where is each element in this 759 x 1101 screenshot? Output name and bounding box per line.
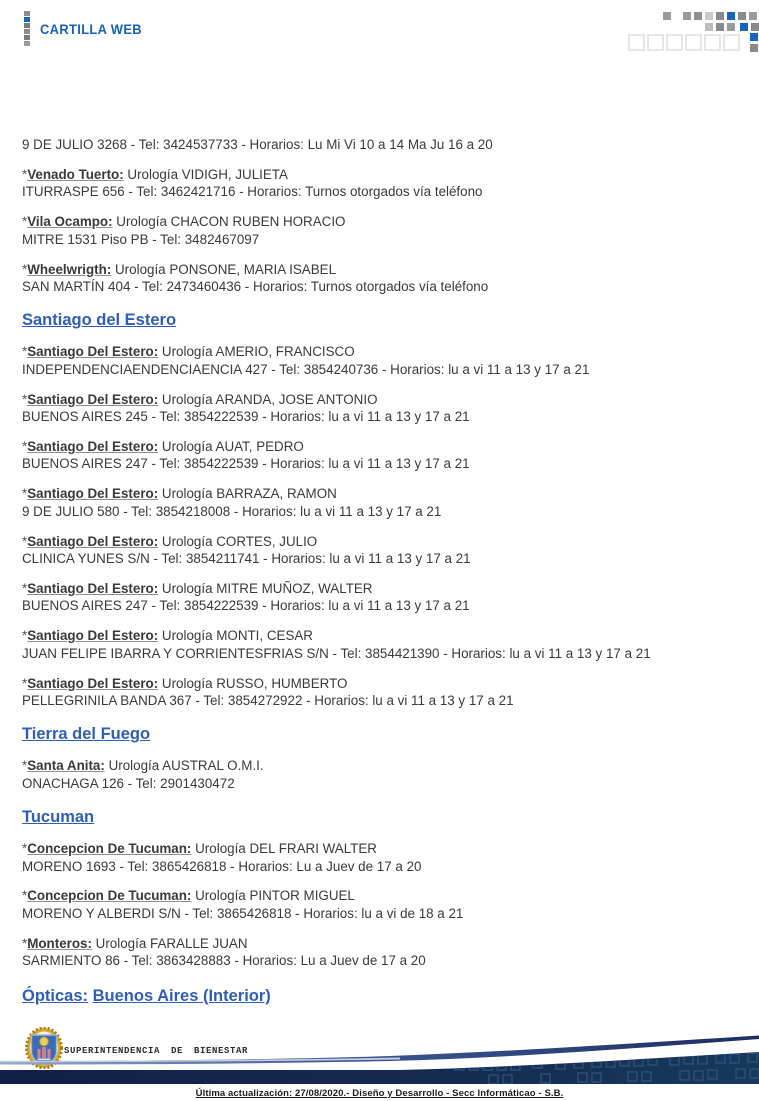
entry-detail: PELLEGRINILA BANDA 367 - Tel: 3854272922 - Horarios: lu a vi 11 a 13 y 17 a 21 <box>22 692 514 708</box>
entry-detail: CLINICA YUNES S/N - Tel: 3854211741 - Horarios: lu a vi 11 a 13 y 17 a 21 <box>22 551 471 566</box>
entry-star: * <box>22 391 28 407</box>
entry-detail: ONACHAGA 126 - Tel: 2901430472 <box>22 775 235 791</box>
entry-detail: SARMIENTO 86 - Tel: 3863428883 - Horarios: Lu a Juev de 17 a 20 <box>22 953 426 969</box>
entry-sde-auat <box>22 438 743 473</box>
brand-square <box>24 23 30 28</box>
opticas-region-label: Buenos Aires (Interior) <box>92 986 271 1005</box>
entry-star: * <box>22 935 28 951</box>
brand-square <box>24 35 30 40</box>
entry-sde-amerio <box>22 343 743 378</box>
brand-square-blue <box>24 17 30 22</box>
entry-city: Concepcion De Tucuman: <box>27 888 192 904</box>
section-heading-tierra-del-fuego[interactable] <box>22 724 743 744</box>
entry-detail: MORENO 1693 - Tel: 3865426818 - Horarios: Lu a Juev de 17 a 20 <box>22 858 422 874</box>
entry-detail: BUENOS AIRES 247 - Tel: 3854222539 - Horarios: lu a vi 11 a 13 y 17 a 21 <box>22 456 470 472</box>
entry-star: * <box>22 344 28 360</box>
entry-city: Santiago Del Estero: <box>27 486 159 502</box>
entry-star: * <box>22 438 28 454</box>
section-heading-label: Tierra del Fuego <box>22 725 151 744</box>
entry-sde-mitre-munoz <box>22 580 743 615</box>
entry-star: * <box>22 841 28 857</box>
entry-detail: 9 DE JULIO 3268 - Tel: 3424537733 - Horarios: Lu Mi Vi 10 a 14 Ma Ju 16 a 20 <box>22 137 493 152</box>
directory-content <box>22 136 743 1019</box>
section-heading-opticas-buenos-aires-interior[interactable] <box>22 986 743 1006</box>
entry-provider: Urología AMERIO, FRANCISCO <box>161 344 355 360</box>
header <box>0 0 759 60</box>
entry-vila-ocampo <box>22 213 743 248</box>
entry-detail: BUENOS AIRES 245 - Tel: 3854222539 - Horarios: lu a vi 11 a 13 y 17 a 21 <box>22 409 470 425</box>
entry-city: Santiago Del Estero: <box>27 438 159 454</box>
opticas-label: Ópticas: <box>22 986 89 1005</box>
entry-provider: Urología AUSTRAL O.M.I. <box>108 758 264 774</box>
entry-provider: Urología FARALLE JUAN <box>95 935 248 951</box>
section-heading-tucuman[interactable] <box>22 807 743 827</box>
entry-concepcion-del-frari <box>22 840 743 875</box>
entry-provider: Urología PONSONE, MARIA ISABEL <box>115 261 337 277</box>
entry-santa-anita <box>22 757 743 792</box>
footer-update-line: Última actualización: 27/08/2020.- Diseño y Desarrollo - Secc Informáticao - S.B. <box>195 1088 564 1099</box>
entry-city: Santiago Del Estero: <box>27 580 159 596</box>
entry-venado-tuerto <box>22 166 743 201</box>
entry-star: * <box>22 214 28 230</box>
entry-star: * <box>22 533 28 549</box>
entry-star: * <box>22 486 28 502</box>
entry-provider: Urología CHACON RUBEN HORACIO <box>116 214 346 230</box>
entry-detail: 9 DE JULIO 580 - Tel: 3854218008 - Horarios: lu a vi 11 a 13 y 17 a 21 <box>22 503 442 519</box>
entry-provider: Urología MONTI, CESAR <box>161 628 313 644</box>
entry-star: * <box>22 580 28 596</box>
section-heading-label: Santiago del Estero <box>22 311 177 330</box>
brand-square <box>24 11 30 16</box>
entry-provider: Urología ARANDA, JOSE ANTONIO <box>161 391 378 407</box>
entry-detail: BUENOS AIRES 247 - Tel: 3854222539 - Horarios: lu a vi 11 a 13 y 17 a 21 <box>22 598 470 614</box>
entry-provider: Urología VIDIGH, JULIETA <box>127 166 288 182</box>
entry-provider: Urología RUSSO, HUMBERTO <box>161 675 348 691</box>
entry-monteros <box>22 935 743 970</box>
entry-city: Santiago Del Estero: <box>27 628 159 644</box>
entry-star: * <box>22 675 28 691</box>
entry-star: * <box>22 628 28 644</box>
entry-provider: Urología BARRAZA, RAMON <box>161 486 337 502</box>
entry-city: Vila Ocampo: <box>27 214 113 230</box>
entry-detail: INDEPENDENCIAENDENCIAENCIA 427 - Tel: 3854240736 - Horarios: lu a vi 11 a 13 y 17 a 21 <box>22 361 590 377</box>
entry-city: Monteros: <box>27 935 92 951</box>
entry-wheelwrigth <box>22 261 743 296</box>
entry-city: Santiago Del Estero: <box>27 344 159 360</box>
entry-city: Santiago Del Estero: <box>27 675 159 691</box>
brand-square <box>24 41 30 46</box>
entry-detail: MORENO Y ALBERDI S/N - Tel: 3865426818 - Horarios: lu a vi de 18 a 21 <box>22 905 464 921</box>
brand-square <box>24 29 30 34</box>
footer <box>0 1020 759 1101</box>
entry-city: Venado Tuerto: <box>27 166 124 182</box>
entry-sde-aranda <box>22 391 743 426</box>
footer-wave-banner <box>0 1035 759 1085</box>
entry-provider: Urología PINTOR MIGUEL <box>195 888 355 904</box>
entry-sde-russo <box>22 675 743 710</box>
entry-sde-monti <box>22 627 743 662</box>
entry-star: * <box>22 758 28 774</box>
entry-provider: Urología CORTES, JULIO <box>161 533 318 549</box>
entry-city: Santiago Del Estero: <box>27 391 159 407</box>
section-heading-santiago-del-estero[interactable] <box>22 310 743 330</box>
app-title: CARTILLA WEB <box>40 21 142 37</box>
entry-city: Wheelwrigth: <box>27 261 112 277</box>
entry-provider: Urología MITRE MUÑOZ, WALTER <box>161 580 373 596</box>
entry-city: Santiago Del Estero: <box>27 533 159 549</box>
entry-provider: Urología DEL FRARI WALTER <box>195 841 377 857</box>
entry-provider: Urología AUAT, PEDRO <box>161 438 304 454</box>
entry-city: Concepcion De Tucuman: <box>27 841 192 857</box>
entry-detail: JUAN FELIPE IBARRA Y CORRIENTESFRIAS S/N - Tel: 3854421390 - Horarios: lu a vi 11 a 13 y 17 a 21 <box>22 645 651 661</box>
entry-sde-cortes <box>22 533 743 568</box>
footer-org-name: SUPERINTENDENCIA DE BIENESTAR <box>64 1046 249 1056</box>
entry-concepcion-pintor <box>22 887 743 922</box>
entry-detail: ITURRASPE 656 - Tel: 3462421716 - Horarios: Turnos otorgados vía teléfono <box>22 184 483 200</box>
entry-detail: SAN MARTÍN 404 - Tel: 2473460436 - Horarios: Turnos otorgados vía teléfono <box>22 278 489 294</box>
brand-squares-icon <box>24 11 31 47</box>
entry-city: Santa Anita: <box>27 758 105 774</box>
entry-star: * <box>22 888 28 904</box>
pixel-mosaic-deco-icon <box>627 7 759 55</box>
section-heading-label: Tucuman <box>22 808 95 827</box>
entry-continuation <box>22 136 743 153</box>
entry-sde-barraza <box>22 485 743 520</box>
entry-detail: MITRE 1531 Piso PB - Tel: 3482467097 <box>22 231 260 247</box>
entry-star: * <box>22 261 28 277</box>
entry-star: * <box>22 166 28 182</box>
